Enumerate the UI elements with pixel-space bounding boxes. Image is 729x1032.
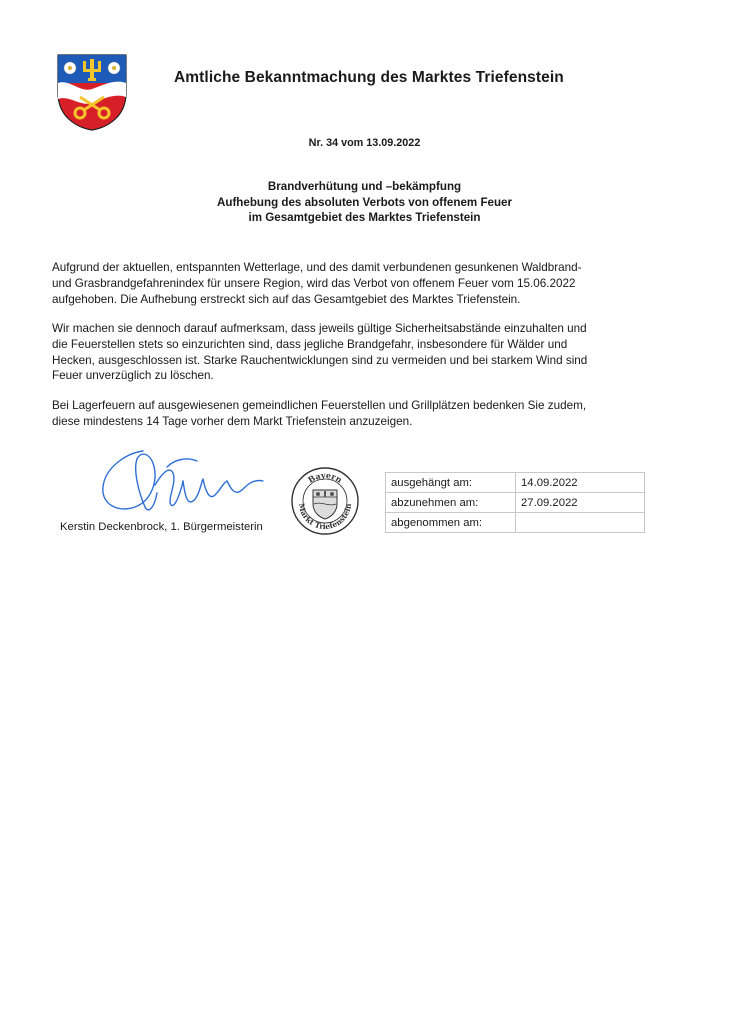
seal-bottom-text: Markt Triefenstein <box>296 502 354 532</box>
announcement-subject <box>0 179 729 226</box>
page-title: Amtliche Bekanntmachung des Marktes Triefenstein <box>174 69 564 86</box>
svg-text:Bayern <box>306 470 344 485</box>
text-line: diese mindestens 14 Tage vorher dem Markt Triefenstein anzuzeigen. <box>52 414 413 428</box>
subject-line: im Gesamtgebiet des Marktes Triefenstein <box>248 211 481 224</box>
date-value: 27.09.2022 <box>516 493 645 513</box>
paragraph-campfire <box>52 398 682 430</box>
paragraph-safety <box>52 321 682 384</box>
seal-top-text: Bayern <box>306 469 345 485</box>
text-line: aufgehoben. Die Aufhebung erstreckt sich auf das Gesamtgebiet des Marktes Triefenstein. <box>52 292 521 306</box>
municipal-coat-of-arms-icon <box>56 53 128 131</box>
text-line: Wir machen sie dennoch darauf aufmerksam, dass jeweils gültige Sicherheitsabstände einzuhalten und <box>52 322 587 335</box>
paragraph-weather <box>52 260 682 307</box>
date-label: abgenommen am: <box>386 513 516 533</box>
subject-line: Aufhebung des absoluten Verbots von offenem Feuer <box>216 195 513 209</box>
date-label: abzunehmen am: <box>386 493 516 513</box>
signer-name: Kerstin Deckenbrock, 1. Bürgermeisterin <box>60 521 263 533</box>
table-row <box>386 473 645 493</box>
handwritten-signature <box>97 445 267 525</box>
posting-dates-table <box>385 472 645 533</box>
issue-number: Nr. 34 vom 13.09.2022 <box>308 137 421 149</box>
date-label: ausgehängt am: <box>386 473 516 493</box>
date-value <box>516 513 645 533</box>
text-line: die Feuerstellen stets so einzurichten sind, dass jegliche Brandgefahr, insbesondere für Wälder und <box>52 337 568 351</box>
subject-line: Brandverhütung und –bekämpfung <box>267 180 462 193</box>
text-line: Aufgrund der aktuellen, entspannten Wetterlage, und des damit verbundenen gesunkenen Waldbrand- <box>52 261 582 274</box>
text-line: Feuer unverzüglich zu löschen. <box>52 369 214 383</box>
table-row <box>386 513 645 533</box>
official-seal-icon <box>290 466 360 536</box>
text-line: und Grasbrandgefahrenindex für unsere Region, wird das Verbot von offenem Feuer vom 15.06.2022 <box>52 276 576 290</box>
text-line: Bei Lagerfeuern auf ausgewiesenen gemeindlichen Feuerstellen und Grillplätzen bedenken Sie zudem, <box>52 399 587 412</box>
date-value: 14.09.2022 <box>516 473 645 493</box>
table-row <box>386 493 645 513</box>
text-line: Hecken, ausgeschlossen ist. Starke Rauchentwicklungen sind zu vermeiden und bei starkem Wind sind <box>52 353 588 367</box>
